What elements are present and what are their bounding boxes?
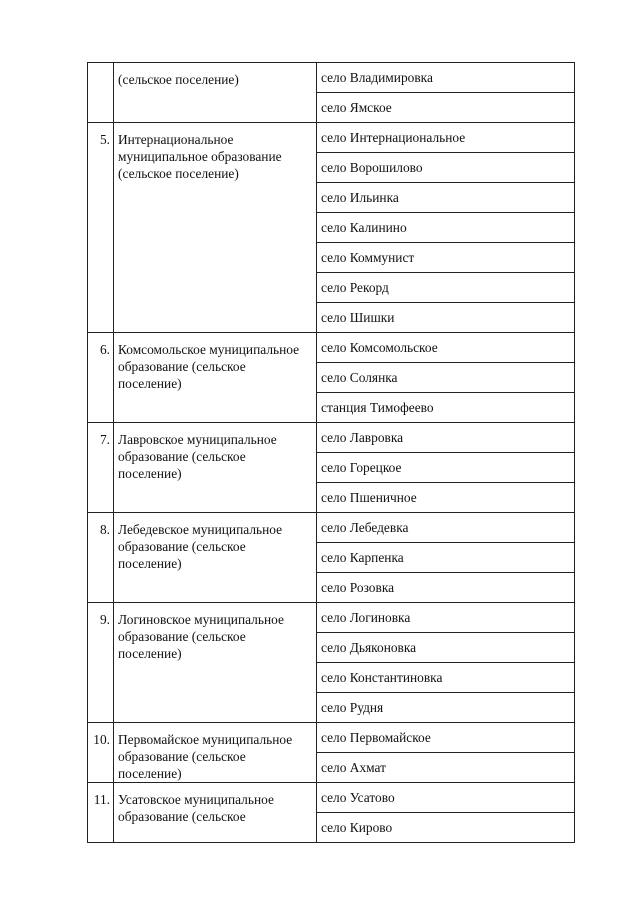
- municipality-name: Логиновское муниципальное образование (сельское поселение): [114, 603, 317, 723]
- settlement-name: село Коммунист: [317, 243, 575, 273]
- row-number: 8.: [88, 513, 114, 603]
- municipality-name: Лебедевское муниципальное образование (сельское поселение): [114, 513, 317, 603]
- row-number: [88, 63, 114, 123]
- table-row: [88, 423, 575, 453]
- municipality-name: (сельское поселение): [114, 63, 317, 123]
- settlement-name: село Лавровка: [317, 423, 575, 453]
- table-row: [88, 63, 575, 93]
- table-row: [88, 723, 575, 753]
- settlement-name: село Кирово: [317, 813, 575, 843]
- settlement-name: село Шишки: [317, 303, 575, 333]
- municipality-name: Комсомольское муниципальное образование (сельское поселение): [114, 333, 317, 423]
- settlement-name: село Пшеничное: [317, 483, 575, 513]
- table-row: [88, 513, 575, 543]
- settlement-name: село Комсомольское: [317, 333, 575, 363]
- municipality-name: Усатовское муниципальное образование (сельское: [114, 783, 317, 843]
- row-number: 5.: [88, 123, 114, 333]
- settlement-name: село Усатово: [317, 783, 575, 813]
- settlement-name: село Логиновка: [317, 603, 575, 633]
- table-row: [88, 123, 575, 153]
- settlement-name: село Дьяконовка: [317, 633, 575, 663]
- settlement-name: станция Тимофеево: [317, 393, 575, 423]
- settlement-name: село Розовка: [317, 573, 575, 603]
- settlement-name: село Ильинка: [317, 183, 575, 213]
- settlement-name: село Ахмат: [317, 753, 575, 783]
- municipality-name: Лавровское муниципальное образование (сельское поселение): [114, 423, 317, 513]
- settlement-name: село Горецкое: [317, 453, 575, 483]
- table-row: [88, 603, 575, 633]
- municipality-name: Интернациональное муниципальное образование (сельское поселение): [114, 123, 317, 333]
- row-number: 11.: [88, 783, 114, 843]
- settlement-name: село Солянка: [317, 363, 575, 393]
- settlement-name: село Рекорд: [317, 273, 575, 303]
- settlement-name: село Константиновка: [317, 663, 575, 693]
- municipality-name: Первомайское муниципальное образование (сельское поселение): [114, 723, 317, 783]
- table-row: [88, 333, 575, 363]
- row-number: 6.: [88, 333, 114, 423]
- row-number: 10.: [88, 723, 114, 783]
- settlement-name: село Владимировка: [317, 63, 575, 93]
- settlement-name: село Ямское: [317, 93, 575, 123]
- settlement-name: село Интернациональное: [317, 123, 575, 153]
- row-number: 9.: [88, 603, 114, 723]
- settlement-name: село Первомайское: [317, 723, 575, 753]
- settlement-name: село Калинино: [317, 213, 575, 243]
- municipalities-table: [87, 62, 575, 843]
- table-row: [88, 783, 575, 813]
- settlement-name: село Рудня: [317, 693, 575, 723]
- table-body: [88, 63, 575, 843]
- settlement-name: село Ворошилово: [317, 153, 575, 183]
- row-number: 7.: [88, 423, 114, 513]
- settlement-name: село Лебедевка: [317, 513, 575, 543]
- settlement-name: село Карпенка: [317, 543, 575, 573]
